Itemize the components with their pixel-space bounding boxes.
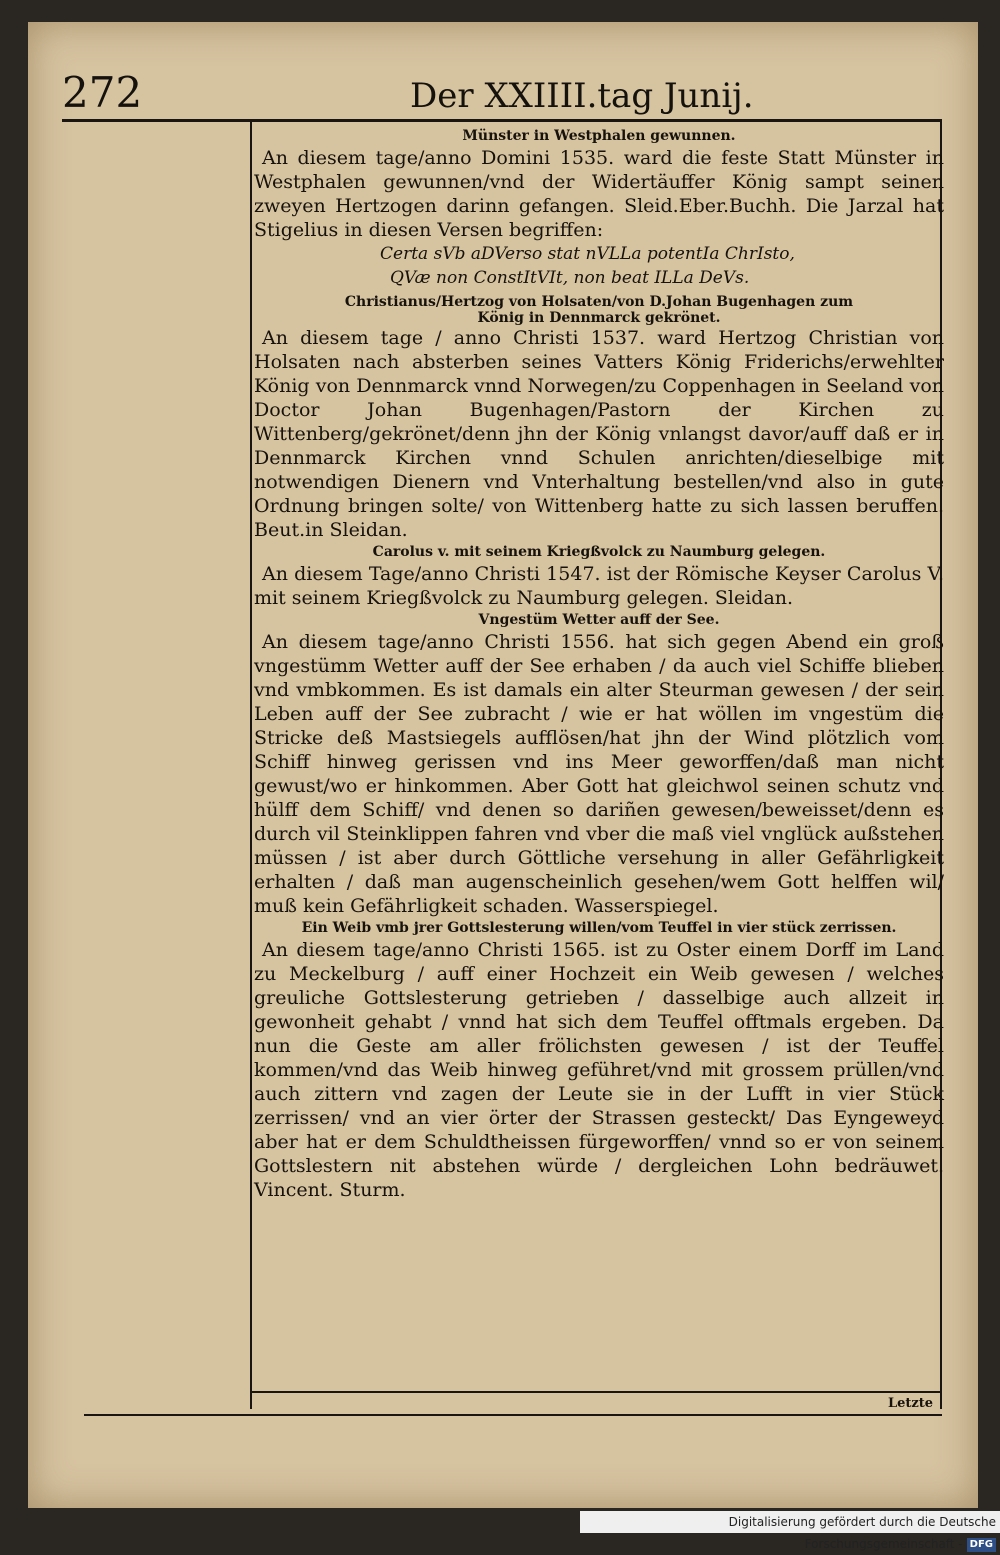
section-heading: Münster in Westphalen gewunnen.: [462, 128, 736, 144]
text-column: [254, 126, 944, 1202]
bottom-rule: [84, 1414, 942, 1416]
section-paragraph: An diesem tage/anno Christi 1565. ist zu Oster einem Dorff im Land zu Meckelburg / auff einer Hochzeit ein Weib gewesen / welches greuliche Gottslesterung getrieben / dasselbige auch allzeit in gewonheit gehabt / vnnd hat sich dem Teuffel offtmals ergeben. Da nun die Geste am aller frölichsten gewesen / ist der Teuffel kommen/vnd das Weib hinweg geführet/vnd mit grossem prüllen/vnd auch zittern vnd zagen der Leute sie in der Lufft in vier Stück zerrissen/ vnd an vier örter der Strassen gesteckt/ Das Eyngeweyd aber hat er dem Schuldtheissen fürgeworffen/ vnnd so er von seinem Gottslestern nit abstehen würde / dergleichen Lohn bedräuwet. Vincent. Sturm.: [254, 939, 944, 1201]
section-heading: Christianus/Hertzog von Holsaten/von D.Johan Bugenhagen zum: [344, 294, 854, 310]
running-title: Der XXIIII.tag Junij.: [410, 76, 754, 116]
section-heading: König in Dennmarck gekrönet.: [477, 310, 721, 326]
section-paragraph: An diesem tage / anno Christi 1537. ward Hertzog Christian von Holsaten nach absterben seines Vatters König Friderichs/erwehlter König von Dennmarck vnnd Norwegen/zu Coppenhagen in Seeland von Doctor Johan Bugenhagen/Pastorn der Kirchen zu Wittenberg/gekrönet/denn jhn der König vnlangst davor/auff daß er in Dennmarck Kirchen vnnd Schulen anrichten/dieselbige mit notwendigen Dienern vnd Vnterhaltung bestellen/vnd also in gute Ordnung bringen solte/ von Wittenberg hatte zu sich lassen beruffen. Beut.in Sleidan.: [254, 327, 944, 541]
section-heading: Vngestüm Wetter auff der See.: [478, 612, 720, 628]
page-number: 272: [62, 68, 143, 117]
section-heading: Ein Weib vmb jrer Gottslesterung willen/vom Teuffel in vier stück zerrissen.: [301, 920, 897, 936]
section-paragraph: An diesem tage/anno Domini 1535. ward die feste Statt Münster in Westphalen gewunnen/vnd der Widertäuffer König sampt seinen zweyen Hertzogen darinn gefangen. Sleid.Eber.Buchh. Die Jarzal hat Stigelius in diesen Versen begriffen:: [254, 147, 944, 241]
inner-bottom-rule: [250, 1391, 942, 1393]
digitization-credit-bar: [580, 1511, 1000, 1551]
dfg-logo: DFG: [967, 1538, 996, 1552]
section-paragraph: An diesem Tage/anno Christi 1547. ist der Römische Keyser Carolus V. mit seinem Kriegßvolck zu Naumburg gelegen. Sleidan.: [254, 563, 944, 609]
verse-line: Certa sVb aDVerso stat nVLLa potentIa ChrIsto,: [380, 244, 795, 264]
credit-text: Digitalisierung gefördert durch die Deutsche Forschungsgemeinschaft -: [728, 1515, 996, 1551]
section-paragraph: An diesem tage/anno Christi 1556. hat sich gegen Abend ein groß vngestümm Wetter auff der See erhaben / da auch viel Schiffe blieben vnd vmbkommen. Es ist damals ein alter Steurman gewesen / der sein Leben auff der See zubracht / wie er hat wöllen im vngestüm die Stricke deß Mastsiegels aufflösen/hat jhn der Wind plötzlich vom Schiff hinweg gerissen vnd ins Meer geworffen/daß man nicht gewust/wo er hinkommen. Aber Gott hat gleichwol seinen schutz vnd hülff dem Schiff/ vnd denen so dariñen gewesen/beweisset/denn es durch vil Steinklippen fahren vnd vber die maß viel vnglück außstehen müssen / ist aber durch Göttliche versehung in aller Gefährligkeit erhalten / daß man augenscheinlich gesehen/wem Gott helffen wil/ muß kein Gefährligkeit schaden. Wasserspiegel.: [254, 631, 944, 917]
section-heading: Carolus v. mit seinem Kriegßvolck zu Naumburg gelegen.: [372, 544, 826, 560]
verse-line: QVæ non ConstItVIt, non beat ILLa DeVs.: [390, 268, 750, 288]
catchword: Letzte: [888, 1396, 934, 1411]
top-rule: [62, 119, 942, 122]
left-column-rule: [250, 119, 252, 1409]
